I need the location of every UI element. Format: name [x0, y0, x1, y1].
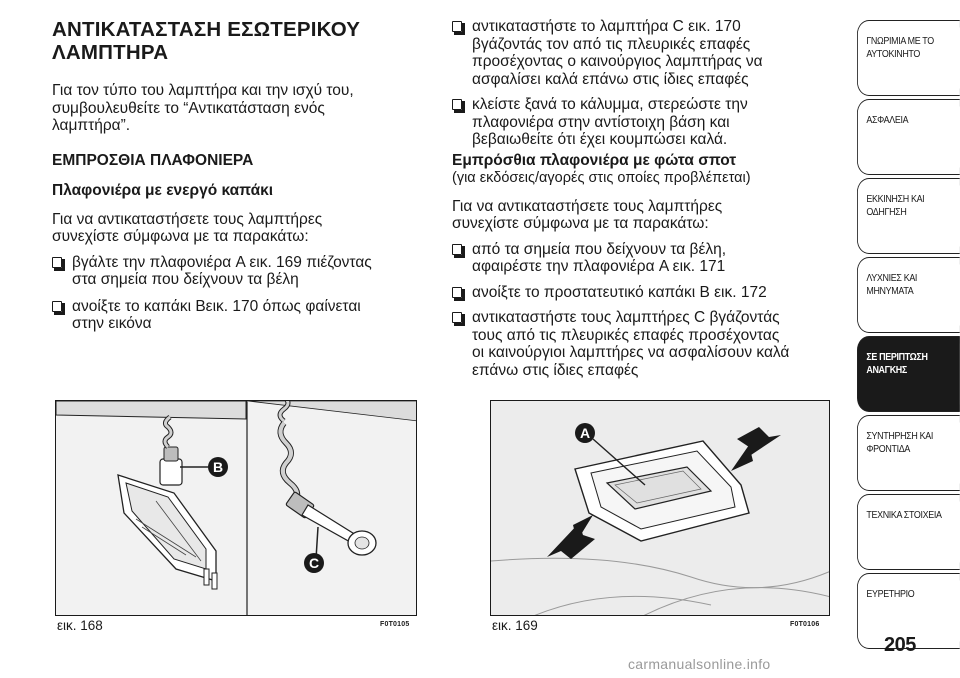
page-title: ΑΝΤΙΚΑΤΑΣΤΑΣΗ ΕΣΩΤΕΡΙΚΟΥ ΛΑΜΠΤΗΡΑ [52, 18, 361, 64]
figure-169 [490, 400, 830, 616]
list-item: βγάλτε την πλαφονιέρα A εικ. 169 πιέζοντας στα σημεία που δείχνουν τα βέλη [52, 254, 424, 289]
chapter-tab-label: ΣΥΝΤΗΡΗΣΗ ΚΑΙ [866, 430, 933, 442]
page-number: 205 [884, 634, 916, 656]
chapter-tab[interactable] [857, 415, 960, 491]
figure-caption: εικ. 168 [57, 618, 103, 633]
watermark: carmanualsonline.info [628, 656, 771, 672]
figure-caption: εικ. 169 [492, 618, 538, 633]
chapter-tab-label: ΤΕΧΝΙΚΑ ΣΤΟΙΧΕΙΑ [866, 509, 942, 521]
right-column [452, 18, 840, 379]
list-item: αντικαταστήστε τους λαμπτήρες C βγάζοντάς τους από τις πλευρικές επαφές προσέχοντας οι καινούργιοι λαμπτήρες να ασφαλίσουν καλά επάνω στις ίδιες επαφές [452, 309, 840, 379]
chapter-tab-label: ΑΥΤΟΚΙΝΗΤΟ [866, 48, 920, 60]
spot-heading: Εμπρόσθια πλαφονιέρα με φώτα σποτ [452, 151, 737, 169]
chapter-tab-label: ΜΗΝΥΜΑΤΑ [866, 285, 914, 297]
figure-168 [55, 400, 417, 616]
list-item: ανοίξτε το καπάκι Bεικ. 170 όπως φαίνεται στην εικόνα [52, 298, 424, 333]
instruction-paragraph: Για να αντικαταστήσετε τους λαμπτήρες συνεχίστε σύμφωνα με τα παρακάτω: [52, 210, 323, 245]
bullet-box-icon [452, 244, 462, 255]
figure-code: F0T0105 [380, 621, 410, 628]
chapter-tab-label: ΓΝΩΡΙΜΙΑ ΜΕ ΤΟ [866, 35, 934, 47]
bullet-box-icon [452, 21, 462, 32]
chapter-tab[interactable] [857, 257, 960, 333]
section-heading: ΕΜΠΡΟΣΘΙΑ ΠΛΑΦΟΝΙΕΡΑ [52, 151, 254, 169]
chapter-tab-label: ΑΝΑΓΚΗΣ [866, 364, 907, 376]
list-item: ανοίξτε το προστατευτικό καπάκι B εικ. 172 [452, 284, 840, 302]
chapter-tab-label: ΣΕ ΠΕΡΙΠΤΩΣΗ [866, 351, 928, 363]
chapter-tab[interactable] [857, 99, 960, 175]
label-b: B [212, 459, 224, 475]
chapter-tab-label: ΛΥΧΝΙΕΣ ΚΑΙ [866, 272, 918, 284]
list-item: από τα σημεία που δείχνουν τα βέλη, αφαιρέστε την πλαφονιέρα A εικ. 171 [452, 241, 840, 276]
label-a: A [579, 425, 591, 441]
list-item: αντικαταστήστε το λαμπτήρα C εικ. 170 βγάζοντάς τον από τις πλευρικές επαφές προσέχοντας ο καινούργιος λαμπτήρας να ασφαλίσει καλά επάνω στις ίδιες επαφές [452, 18, 840, 88]
subheading: Πλαφονιέρα με ενεργό καπάκι [52, 181, 274, 199]
chapter-tab-label: ΦΡΟΝΤΙΔΑ [866, 443, 910, 455]
instruction-paragraph: Για να αντικαταστήσετε τους λαμπτήρες συνεχίστε σύμφωνα με τα παρακάτω: [452, 197, 723, 232]
spot-lamp-illustration [491, 401, 830, 616]
ceiling-lamp-illustration [56, 401, 417, 616]
label-c: C [308, 555, 320, 571]
bullet-box-icon [452, 312, 462, 323]
bullet-box-icon [52, 301, 62, 312]
list-item: κλείστε ξανά το κάλυμμα, στερεώστε την πλαφονιέρα στην αντίστοιχη βάση και βεβαιωθείτε ότι έχει κουμπώσει καλά. [452, 96, 840, 149]
bullet-box-icon [452, 287, 462, 298]
figure-code: F0T0106 [790, 621, 820, 628]
chapter-tab[interactable] [857, 178, 960, 254]
bullet-box-icon [452, 99, 462, 110]
chapter-tab[interactable] [857, 336, 960, 412]
left-column [52, 18, 424, 333]
intro-paragraph: Για τον τύπο του λαμπτήρα και την ισχύ του, συμβουλευθείτε το “Αντικατάσταση ενός λαμπτήρα”. [52, 82, 354, 134]
spot-subheading: (για εκδόσεις/αγορές στις οποίες προβλέπεται) [452, 169, 751, 186]
chapter-tab-label: ΕΚΚΙΝΗΣΗ ΚΑΙ [866, 193, 925, 205]
chapter-tab-label: ΕΥΡΕΤΗΡΙΟ [866, 588, 915, 600]
chapter-tab-label: ΑΣΦΑΛΕΙΑ [866, 114, 909, 126]
bullet-box-icon [52, 257, 62, 268]
chapter-tabs [857, 20, 960, 652]
chapter-tab[interactable] [857, 494, 960, 570]
chapter-tab-label: ΟΔΗΓΗΣΗ [866, 206, 907, 218]
chapter-tab[interactable] [857, 20, 960, 96]
